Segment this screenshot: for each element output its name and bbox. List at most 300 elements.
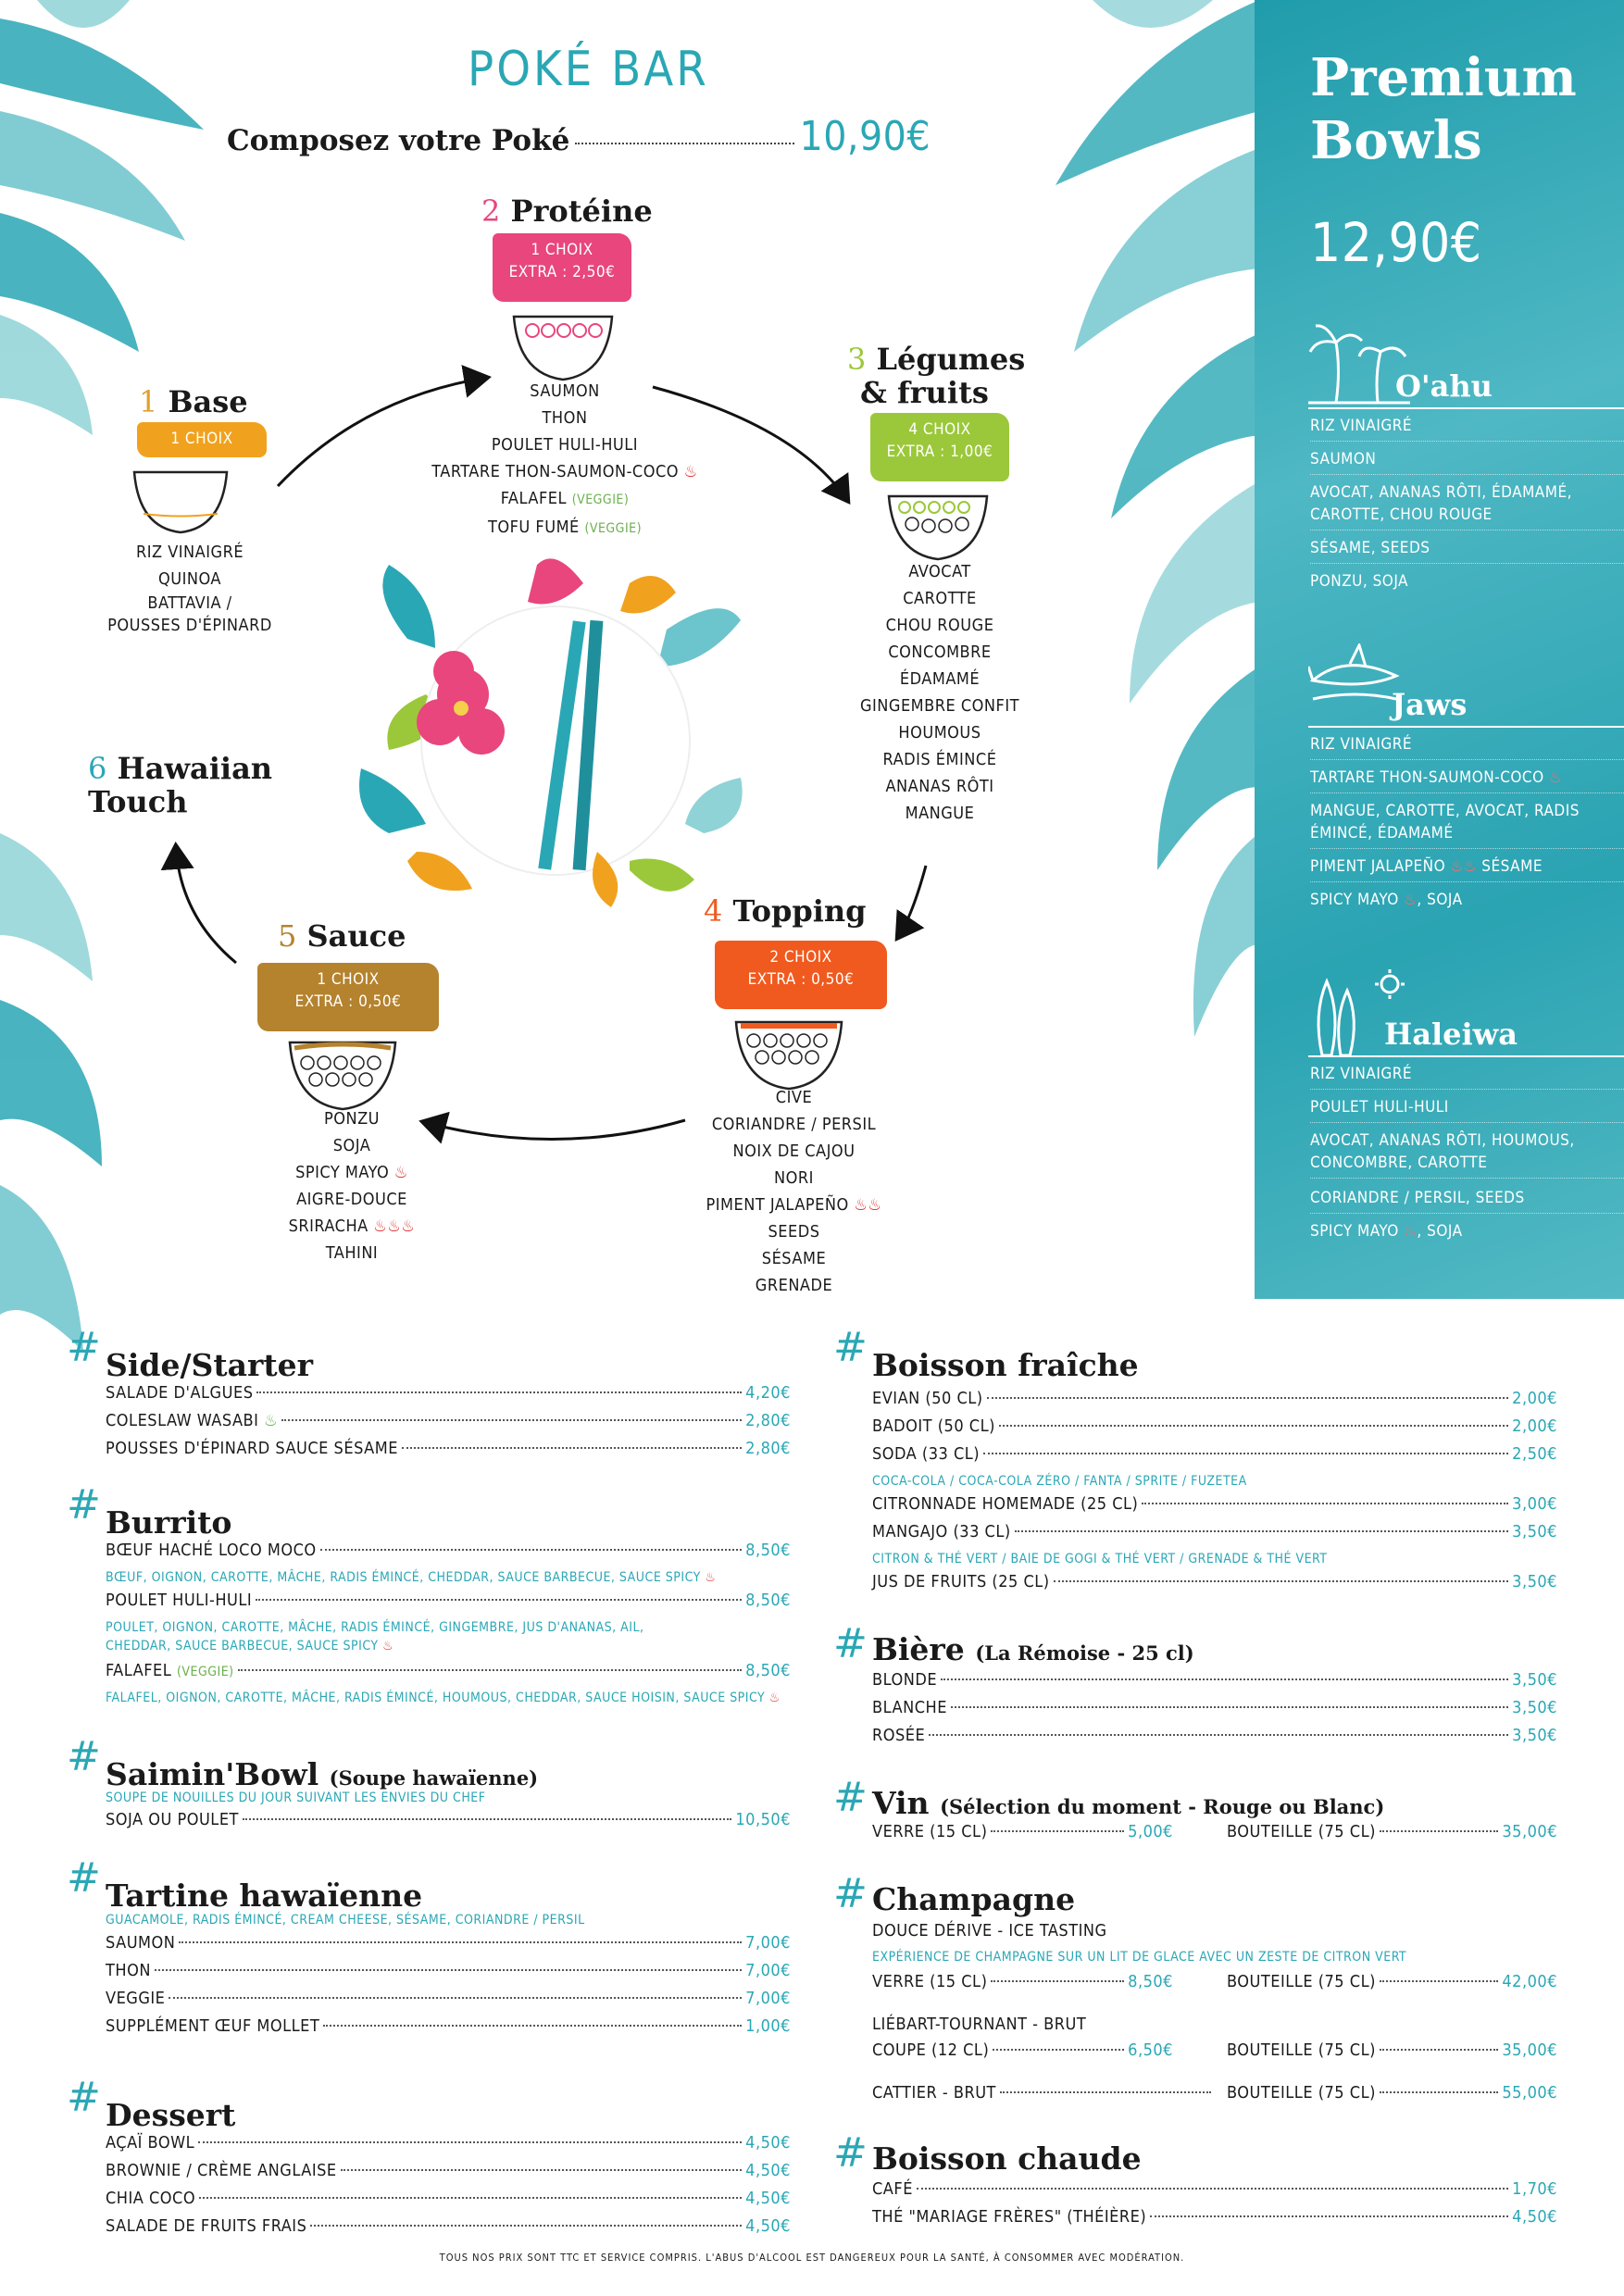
dot-leader	[1015, 1530, 1508, 1532]
bowl-name-haleiwa: Haleiwa	[1384, 1017, 1518, 1052]
bowl-item: SPICY MAYO ♨, SOJA	[1310, 1222, 1463, 1241]
list-item: GINGEMBRE CONFIT	[859, 696, 1020, 716]
dot-leader	[917, 2188, 1508, 2190]
list-item: CORIANDRE / PERSIL	[711, 1115, 877, 1134]
menu-row	[106, 1810, 791, 1838]
list-item	[407, 485, 722, 514]
hash-icon: #	[67, 1324, 101, 1371]
bowl-icon	[731, 1013, 846, 1092]
hash-icon: #	[833, 1620, 868, 1667]
item-label: CHEDDAR, SAUCE BARBECUE, SAUCE SPICY	[106, 1639, 379, 1653]
dot-leader	[169, 1997, 742, 1999]
hash-icon: #	[833, 1324, 868, 1371]
bowl-item: POULET HULI-HULI	[1310, 1096, 1624, 1123]
item-description: SOUPE DE NOUILLES DU JOUR SUIVANT LES ENVIES DU CHEF	[106, 1791, 486, 1805]
list-item: THON	[542, 408, 588, 428]
list-item: ÉDAMAMÉ	[899, 669, 981, 689]
item-price: 8,50€	[745, 1661, 791, 1680]
item-name: SALADE DE FRUITS FRAIS	[106, 2216, 307, 2236]
item-label: BŒUF, OIGNON, CAROTTE, MÂCHE, RADIS ÉMINCÉ, CHEDDAR, SAUCE BARBECUE, SAUCE SPICY	[106, 1570, 701, 1585]
divider	[1308, 726, 1624, 728]
item-price: 4,50€	[745, 2216, 791, 2236]
dot-leader	[238, 1669, 743, 1671]
item-price: 3,50€	[1512, 1522, 1557, 1541]
dot-leader	[1000, 2091, 1211, 2093]
dot-leader	[987, 1397, 1509, 1399]
menu-row	[1227, 2040, 1557, 2068]
item-price: 3,50€	[1512, 1572, 1557, 1591]
title-main: Bière	[872, 1631, 965, 1667]
item-name: CATTIER - BRUT	[872, 2083, 996, 2103]
item-price: 3,50€	[1512, 1698, 1557, 1717]
list-item: SAUMON	[530, 381, 600, 401]
step-proteine-list	[407, 378, 722, 543]
dot-leader	[941, 1678, 1508, 1680]
item-price: 7,00€	[745, 1933, 791, 1953]
item-description	[106, 1691, 781, 1705]
item-price: 35,00€	[1502, 1822, 1557, 1841]
dot-leader	[1380, 1830, 1498, 1832]
item-price: 4,50€	[745, 2133, 791, 2152]
chili-icon: ♨	[768, 1691, 781, 1705]
chili-icon: ♨	[705, 1570, 717, 1585]
item-name: AÇAÏ BOWL	[106, 2133, 195, 2152]
step-topping-title	[704, 894, 867, 928]
item-name: BLANCHE	[872, 1698, 947, 1717]
item-price: 1,70€	[1512, 2179, 1557, 2199]
shark-icon	[1308, 643, 1401, 708]
badge-line: EXTRA : 1,00€	[886, 443, 993, 461]
item-label: SPICY MAYO	[295, 1163, 390, 1182]
step-number: 6	[88, 751, 107, 786]
item-label: TARTARE THON-SAUMON-COCO	[431, 462, 680, 481]
item-name: EVIAN (50 CL)	[872, 1389, 983, 1408]
bowl-icon	[509, 307, 617, 383]
step-topping-badge	[715, 941, 887, 1009]
step-number: 5	[278, 918, 297, 954]
dot-leader	[256, 1391, 742, 1393]
item-name: POUSSES D'ÉPINARD SAUCE SÉSAME	[106, 1439, 398, 1458]
dot-leader	[1142, 1503, 1508, 1504]
item-label: SOJA	[1427, 1222, 1463, 1241]
list-item: PONZU	[323, 1109, 381, 1129]
badge-line: 1 CHOIX	[531, 241, 593, 259]
section-title-boisson-chaude: Boisson chaude	[872, 2140, 1142, 2177]
item-name: BŒUF HACHÉ LOCO MOCO	[106, 1541, 317, 1560]
list-item	[407, 514, 722, 543]
hash-icon: #	[67, 1854, 101, 1902]
veggie-tag: (VEGGIE)	[584, 521, 643, 536]
menu-row	[1227, 1972, 1557, 2000]
dot-leader	[155, 1969, 742, 1971]
item-name	[106, 1411, 278, 1430]
bowl-item: PONZU, SOJA	[1310, 572, 1408, 591]
dot-leader	[310, 2225, 742, 2227]
list-item: AVOCAT	[908, 562, 971, 581]
item-label: PIMENT JALAPEÑO	[1310, 857, 1446, 876]
menu-row	[106, 1383, 791, 1411]
bowl-item: RIZ VINAIGRÉ	[1310, 733, 1624, 760]
item-description: GUACAMOLE, RADIS ÉMINCÉ, CREAM CHEESE, SÉSAME, CORIANDRE / PERSIL	[106, 1913, 585, 1928]
menu-row	[106, 2133, 791, 2161]
item-name: BOUTEILLE (75 CL)	[1227, 2083, 1376, 2103]
item-name: COUPE (12 CL)	[872, 2040, 990, 2060]
menu-row	[106, 1591, 791, 1618]
dot-leader	[1054, 1580, 1509, 1582]
list-item: NOIX DE CAJOU	[732, 1142, 856, 1161]
list-item: TAHINI	[325, 1243, 379, 1263]
palm-leaves-top-right	[1000, 0, 1259, 1092]
premium-price: 12,90€	[1310, 211, 1482, 274]
list-item: MANGUE	[905, 804, 975, 823]
step-number: 3	[847, 342, 867, 377]
list-item: AIGRE-DOUCE	[296, 1190, 407, 1209]
hash-icon: #	[67, 2074, 101, 2121]
bowl-item: MANGUE, CAROTTE, AVOCAT, RADIS ÉMINCÉ, ÉDAMAMÉ	[1310, 800, 1624, 849]
chili-icon: ♨♨	[1450, 857, 1477, 876]
step-base-badge: 1 CHOIX	[137, 422, 267, 457]
hash-icon: #	[833, 1870, 868, 1917]
item-name: SOJA OU POULET	[106, 1810, 239, 1829]
dot-leader	[402, 1447, 742, 1449]
divider	[1308, 1055, 1624, 1057]
item-label: TOFU FUMÉ	[487, 518, 580, 537]
item-name: CAFÉ	[872, 2179, 913, 2199]
dot-leader	[1380, 2091, 1498, 2093]
menu-row	[872, 1921, 1557, 1949]
step-label: Topping	[732, 893, 867, 929]
step-number: 4	[704, 893, 723, 929]
item-name: BROWNIE / CRÈME ANGLAISE	[106, 2161, 337, 2180]
title-sub: (Sélection du moment - Rouge ou Blanc)	[940, 1795, 1385, 1818]
dot-leader	[983, 1453, 1508, 1454]
compose-price: 10,90€	[799, 113, 931, 160]
bowl-icon	[884, 487, 992, 563]
step-sauce-list	[241, 1105, 463, 1267]
item-description: POULET, OIGNON, CAROTTE, MÂCHE, RADIS ÉMINCÉ, GINGEMBRE, JUS D'ANANAS, AIL,	[106, 1620, 644, 1635]
menu-row	[1227, 2083, 1557, 2111]
item-price: 1,00€	[745, 2016, 791, 2036]
list-item: GRENADE	[755, 1276, 833, 1295]
menu-row	[106, 1411, 791, 1439]
compose-label: Composez votre Poké	[227, 124, 570, 157]
bowl-item: AVOCAT, ANANAS RÔTI, ÉDAMAMÉ, CAROTTE, CHOU ROUGE	[1310, 481, 1624, 530]
item-name: VERRE (15 CL)	[872, 1972, 988, 1991]
dot-leader	[281, 1419, 742, 1421]
item-price: 8,50€	[745, 1541, 791, 1560]
step-proteine-badge	[493, 233, 631, 302]
item-name: SAUMON	[106, 1933, 176, 1953]
item-price: 2,50€	[1512, 1444, 1557, 1464]
veggie-tag: (VEGGIE)	[176, 1665, 234, 1679]
menu-row	[872, 2083, 1215, 2111]
dot-leader	[1380, 1980, 1498, 1982]
item-name: BOUTEILLE (75 CL)	[1227, 2040, 1376, 2060]
section-title-burrito: Burrito	[106, 1504, 232, 1541]
menu-row	[106, 1439, 791, 1466]
section-title-dessert: Dessert	[106, 2097, 236, 2133]
step-label: Protéine	[510, 193, 653, 229]
item-price: 4,50€	[1512, 2207, 1557, 2227]
item-name: SALADE D'ALGUES	[106, 1383, 254, 1403]
list-item: CONCOMBRE	[888, 643, 992, 662]
step-label-2: Touch	[88, 784, 188, 819]
step-label: Base	[168, 384, 248, 419]
item-price: 2,80€	[745, 1411, 791, 1430]
list-item: RADIS ÉMINCÉ	[882, 750, 997, 769]
badge-line: EXTRA : 0,50€	[747, 970, 855, 989]
item-label: SPICY MAYO	[1310, 891, 1399, 909]
item-name: CHIA COCO	[106, 2189, 196, 2208]
item-name: BOUTEILLE (75 CL)	[1227, 1972, 1376, 1991]
step-sauce-title	[278, 919, 406, 953]
menu-row	[106, 2161, 791, 2189]
item-price: 8,50€	[1128, 1972, 1173, 1991]
bowl-icon	[130, 463, 231, 537]
item-name: JUS DE FRUITS (25 CL)	[872, 1572, 1050, 1591]
dot-leader	[1380, 2049, 1498, 2051]
dot-leader	[951, 1706, 1508, 1708]
list-item: POUSSES D'ÉPINARD	[107, 616, 272, 635]
menu-row	[106, 1933, 791, 1961]
menu-row	[106, 2189, 791, 2216]
item-name: BADOIT (50 CL)	[872, 1416, 995, 1436]
dot-leader	[179, 1941, 742, 1943]
hash-icon: #	[67, 1733, 101, 1780]
item-price: 7,00€	[745, 1961, 791, 1980]
step-legumes-list	[815, 558, 1065, 827]
item-price: 5,00€	[1128, 1822, 1173, 1841]
item-name: CITRONNADE HOMEMADE (25 CL)	[872, 1494, 1139, 1514]
bowl-item	[1310, 767, 1624, 793]
item-price: 2,00€	[1512, 1416, 1557, 1436]
menu-row	[872, 1670, 1557, 1698]
step-label: Hawaiian	[117, 751, 273, 786]
bowl-item: SAUMON	[1310, 448, 1624, 475]
menu-row	[872, 1389, 1557, 1416]
list-item: CHOU ROUGE	[885, 616, 994, 635]
badge-line: 1 CHOIX	[317, 970, 380, 989]
item-name: THON	[106, 1961, 151, 1980]
premium-title-line: Premium	[1310, 47, 1577, 108]
step-topping-list	[667, 1084, 921, 1299]
menu-row	[872, 1444, 1557, 1472]
step-label: Légumes	[876, 342, 1026, 377]
bowl-item: RIZ VINAIGRÉ	[1310, 415, 1624, 442]
item-label: COLESLAW WASABI	[106, 1411, 259, 1430]
menu-row	[872, 1726, 1557, 1753]
chili-icon: ♨	[394, 1163, 408, 1182]
dot-leader	[243, 1818, 731, 1820]
item-label: FALAFEL	[106, 1661, 172, 1680]
item-price: 3,50€	[1512, 1670, 1557, 1690]
bowl-name-oahu: O'ahu	[1395, 368, 1493, 404]
bowl-item: SPICY MAYO ♨, SOJA	[1310, 891, 1463, 909]
list-item	[407, 458, 722, 485]
item-name: LIÉBART-TOURNANT - BRUT	[872, 2015, 1087, 2034]
item-name: MANGAJO (33 CL)	[872, 1522, 1011, 1541]
chili-icon: ♨	[264, 1411, 279, 1430]
title-main: Vin	[872, 1785, 930, 1821]
step-hawaiian-title	[88, 752, 272, 818]
section-title-tartine: Tartine hawaïenne	[106, 1878, 423, 1914]
menu-row	[872, 1822, 1173, 1850]
item-price: 10,50€	[735, 1810, 791, 1829]
bowl-item: CORIANDRE / PERSIL, SEEDS	[1310, 1187, 1624, 1214]
dot-leader	[993, 2049, 1124, 2051]
menu-row	[872, 1698, 1557, 1726]
step-base-title	[139, 385, 248, 418]
badge-line: EXTRA : 2,50€	[508, 263, 616, 281]
step-legumes-badge	[870, 413, 1009, 481]
dot-leader	[198, 2141, 742, 2143]
list-item: QUINOA	[158, 569, 221, 589]
item-name: THÉ "MARIAGE FRÈRES" (THÉIÈRE)	[872, 2207, 1147, 2227]
dot-leader	[199, 2197, 742, 2199]
list-item: HOUMOUS	[898, 723, 981, 742]
menu-row	[872, 2040, 1173, 2068]
step-base-list	[88, 539, 292, 637]
badge-line: 4 CHOIX	[908, 420, 971, 439]
hash-icon: #	[833, 2129, 868, 2177]
dot-leader	[320, 1549, 742, 1551]
item-label: TARTARE THON-SAUMON-COCO	[1310, 768, 1544, 787]
dot-leader	[341, 2169, 743, 2171]
item-price: 3,00€	[1512, 1494, 1557, 1514]
section-title-champagne: Champagne	[872, 1881, 1076, 1917]
premium-title	[1310, 46, 1577, 172]
menu-row	[106, 1661, 791, 1689]
item-price: 35,00€	[1502, 2040, 1557, 2060]
bowl-icon	[285, 1033, 400, 1113]
dot-leader	[256, 1599, 742, 1601]
item-label: FALAFEL, OIGNON, CAROTTE, MÂCHE, RADIS ÉMINCÉ, HOUMOUS, CHEDDAR, SAUCE HOISIN, SAUCE SPICY	[106, 1691, 766, 1705]
item-label: SRIRACHA	[288, 1217, 369, 1236]
list-item	[241, 1213, 463, 1240]
title-main: Saimin'Bowl	[106, 1756, 319, 1792]
item-price: 55,00€	[1502, 2083, 1557, 2103]
item-price: 2,80€	[745, 1439, 791, 1458]
menu-row	[872, 2179, 1557, 2207]
item-label: SOJA	[1427, 891, 1463, 909]
item-name: ROSÉE	[872, 1726, 926, 1745]
section-title-biere	[872, 1631, 1194, 1667]
chili-icon: ♨	[1549, 768, 1563, 787]
menu-row	[106, 1989, 791, 2016]
dot-leader	[991, 1980, 1124, 1982]
menu-row	[106, 1541, 791, 1568]
item-price: 42,00€	[1502, 1972, 1557, 1991]
title-sub: (La Rémoise - 25 cl)	[975, 1641, 1194, 1665]
divider	[1308, 407, 1624, 409]
menu-row	[872, 1572, 1557, 1600]
list-item: NORI	[774, 1168, 814, 1188]
section-title-saimin	[106, 1756, 538, 1792]
item-name	[106, 1661, 234, 1680]
item-label: SÉSAME	[1481, 857, 1543, 876]
step-number: 1	[139, 384, 158, 419]
item-description: EXPÉRIENCE DE CHAMPAGNE SUR UN LIT DE GLACE AVEC UN ZESTE DE CITRON VERT	[872, 1950, 1407, 1965]
menu-row	[872, 1494, 1557, 1522]
step-label: Sauce	[306, 918, 406, 954]
chili-icon: ♨♨	[854, 1195, 882, 1215]
menu-row	[106, 2016, 791, 2044]
bowl-item: SÉSAME, SEEDS	[1310, 537, 1624, 564]
item-description	[106, 1639, 394, 1653]
section-title-boisson-fraiche: Boisson fraîche	[872, 1347, 1139, 1383]
bowl-item	[1310, 855, 1624, 882]
item-description	[106, 1570, 716, 1585]
list-item: SÉSAME	[761, 1249, 827, 1268]
item-price: 2,00€	[1512, 1389, 1557, 1408]
step-number: 2	[481, 193, 501, 229]
menu-row	[872, 1522, 1557, 1550]
bowl-item: AVOCAT, ANANAS RÔTI, HOUMOUS, CONCOMBRE, CAROTTE	[1310, 1129, 1624, 1179]
step-legumes-title	[847, 343, 1025, 409]
item-name: VEGGIE	[106, 1989, 166, 2008]
item-price: 3,50€	[1512, 1726, 1557, 1745]
hash-icon: #	[833, 1774, 868, 1821]
step-proteine-title	[481, 194, 653, 228]
list-item: SOJA	[332, 1136, 371, 1155]
item-name: VERRE (15 CL)	[872, 1822, 988, 1841]
dot-leader	[323, 2025, 742, 2027]
item-price: 6,50€	[1128, 2040, 1173, 2060]
list-item	[241, 1159, 463, 1186]
chili-icon: ♨	[382, 1639, 394, 1653]
item-label: PIMENT JALAPEÑO	[706, 1195, 849, 1215]
list-item	[667, 1192, 921, 1218]
poke-bowl-illustration	[352, 555, 759, 926]
dot-leader	[999, 1425, 1508, 1427]
item-price: 4,20€	[745, 1383, 791, 1403]
legal-footer: TOUS NOS PRIX SONT TTC ET SERVICE COMPRIS. L'ABUS D'ALCOOL EST DANGEREUX POUR LA SANTÉ, À CONSOMMER AVEC MODÉRATION.	[439, 2252, 1185, 2264]
list-item: SEEDS	[768, 1222, 820, 1242]
title-sub: (Soupe hawaïenne)	[329, 1766, 539, 1790]
page-title: POKÉ BAR	[468, 42, 709, 97]
item-name: SUPPLÉMENT ŒUF MOLLET	[106, 2016, 320, 2036]
item-name: SODA (33 CL)	[872, 1444, 981, 1464]
item-label: FALAFEL	[500, 489, 568, 508]
menu-row	[872, 2015, 1557, 2042]
list-item: CIVE	[775, 1088, 813, 1107]
list-item: CAROTTE	[903, 589, 977, 608]
item-description: CITRON & THÉ VERT / BAIE DE GOGI & THÉ VERT / GRENADE & THÉ VERT	[872, 1552, 1328, 1566]
badge-line: 2 CHOIX	[769, 948, 832, 967]
chili-icon: ♨	[1404, 1222, 1418, 1241]
item-price: 7,00€	[745, 1989, 791, 2008]
menu-row	[106, 1961, 791, 1989]
item-description: COCA-COLA / COCA-COLA ZÉRO / FANTA / SPRITE / FUZETEA	[872, 1474, 1247, 1489]
bowl-name-jaws: Jaws	[1392, 687, 1468, 722]
item-price: 4,50€	[745, 2189, 791, 2208]
menu-row	[1227, 1822, 1557, 1850]
section-title-side: Side/Starter	[106, 1347, 313, 1383]
list-item: RIZ VINAIGRÉ	[135, 543, 244, 562]
list-item: POULET HULI-HULI	[491, 435, 639, 455]
item-price: 4,50€	[745, 2161, 791, 2180]
menu-row	[872, 1972, 1173, 2000]
premium-title-line: Bowls	[1310, 110, 1482, 171]
menu-row	[872, 2207, 1557, 2235]
hash-icon: #	[67, 1481, 101, 1529]
chili-icon: ♨	[683, 462, 698, 481]
chili-icon: ♨♨♨	[373, 1217, 416, 1236]
chili-icon: ♨	[1404, 891, 1418, 909]
step-sauce-badge	[257, 963, 439, 1031]
item-name: BOUTEILLE (75 CL)	[1227, 1822, 1376, 1841]
item-price: 8,50€	[745, 1591, 791, 1610]
